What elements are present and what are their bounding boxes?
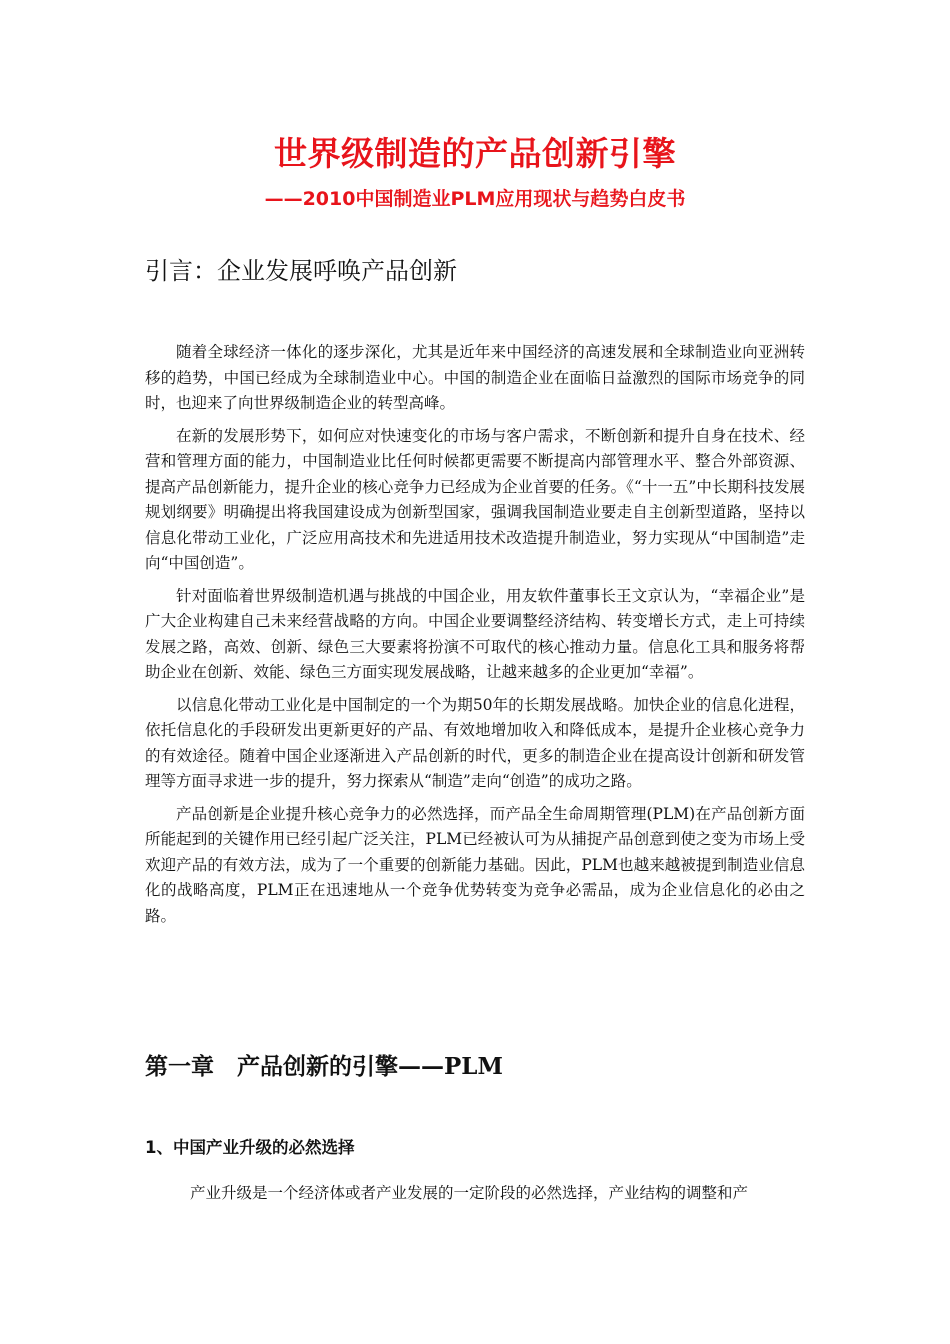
chapter-heading: 第一章 产品创新的引擎——PLM bbox=[145, 1053, 503, 1080]
document-title: 世界级制造的产品创新引擎 bbox=[274, 134, 676, 173]
intro-body bbox=[145, 340, 805, 936]
intro-heading: 引言：企业发展呼唤产品创新 bbox=[145, 257, 457, 285]
paragraph: 产品创新是企业提升核心竞争力的必然选择，而产品全生命周期管理(PLM)在产品创新方面所能起到的关键作用已经引起广泛关注，PLM已经被认可为从捕捉产品创意到使之变为市场上受欢迎产品的有效方法，成为了一个重要的创新能力基础。因此，PLM也越来越被提到制造业信息化的战略高度，PLM正在迅速地从一个竞争优势转变为竞争必需品，成为企业信息化的必由之路。 bbox=[145, 804, 805, 925]
document-subtitle: ——2010中国制造业PLM应用现状与趋势白皮书 bbox=[264, 188, 686, 210]
paragraph: 针对面临着世界级制造机遇与挑战的中国企业，用友软件董事长王文京认为，“幸福企业”是广大企业构建自己未来经营战略的方向。中国企业要调整经济结构、转变增长方式，走上可持续发展之路，高效、创新、绿色三大要素将扮演不可取代的核心推动力量。信息化工具和服务将帮助企业在创新、效能、绿色三方面实现发展战略，让越来越多的企业更加“幸福”。 bbox=[145, 586, 805, 681]
paragraph: 以信息化带动工业化是中国制定的一个为期50年的长期发展战略。加快企业的信息化进程，依托信息化的手段研发出更新更好的产品、有效地增加收入和降低成本，是提升企业核心竞争力的有效途径。随着中国企业逐渐进入产品创新的时代，更多的制造企业在提高设计创新和研发管理等方面寻求进一步的提升，努力探索从“制造”走向“创造”的成功之路。 bbox=[145, 695, 805, 790]
paragraph: 随着全球经济一体化的逐步深化，尤其是近年来中国经济的高速发展和全球制造业向亚洲转移的趋势，中国已经成为全球制造业中心。中国的制造企业在面临日益激烈的国际市场竞争的同时，也迎来了向世界级制造企业的转型高峰。 bbox=[145, 343, 805, 412]
paragraph: 产业升级是一个经济体或者产业发展的一定阶段的必然选择，产业结构的调整和产 bbox=[189, 1184, 748, 1202]
paragraph: 在新的发展形势下，如何应对快速变化的市场与客户需求，不断创新和提升自身在技术、经营和管理方面的能力，中国制造业比任何时候都更需要不断提高内部管理水平、整合外部资源、提高产品创新能力，提升企业的核心竞争力已经成为企业首要的任务。《“十一五”中长期科技发展规划纲要》明确提出将我国建设成为创新型国家，强调我国制造业要走自主创新型道路，坚持以信息化带动工业化，广泛应用高技术和先进适用技术改造提升制造业，努力实现从“中国制造”走向“中国创造”。 bbox=[145, 426, 805, 572]
section-heading: 1、中国产业升级的必然选择 bbox=[145, 1138, 355, 1157]
